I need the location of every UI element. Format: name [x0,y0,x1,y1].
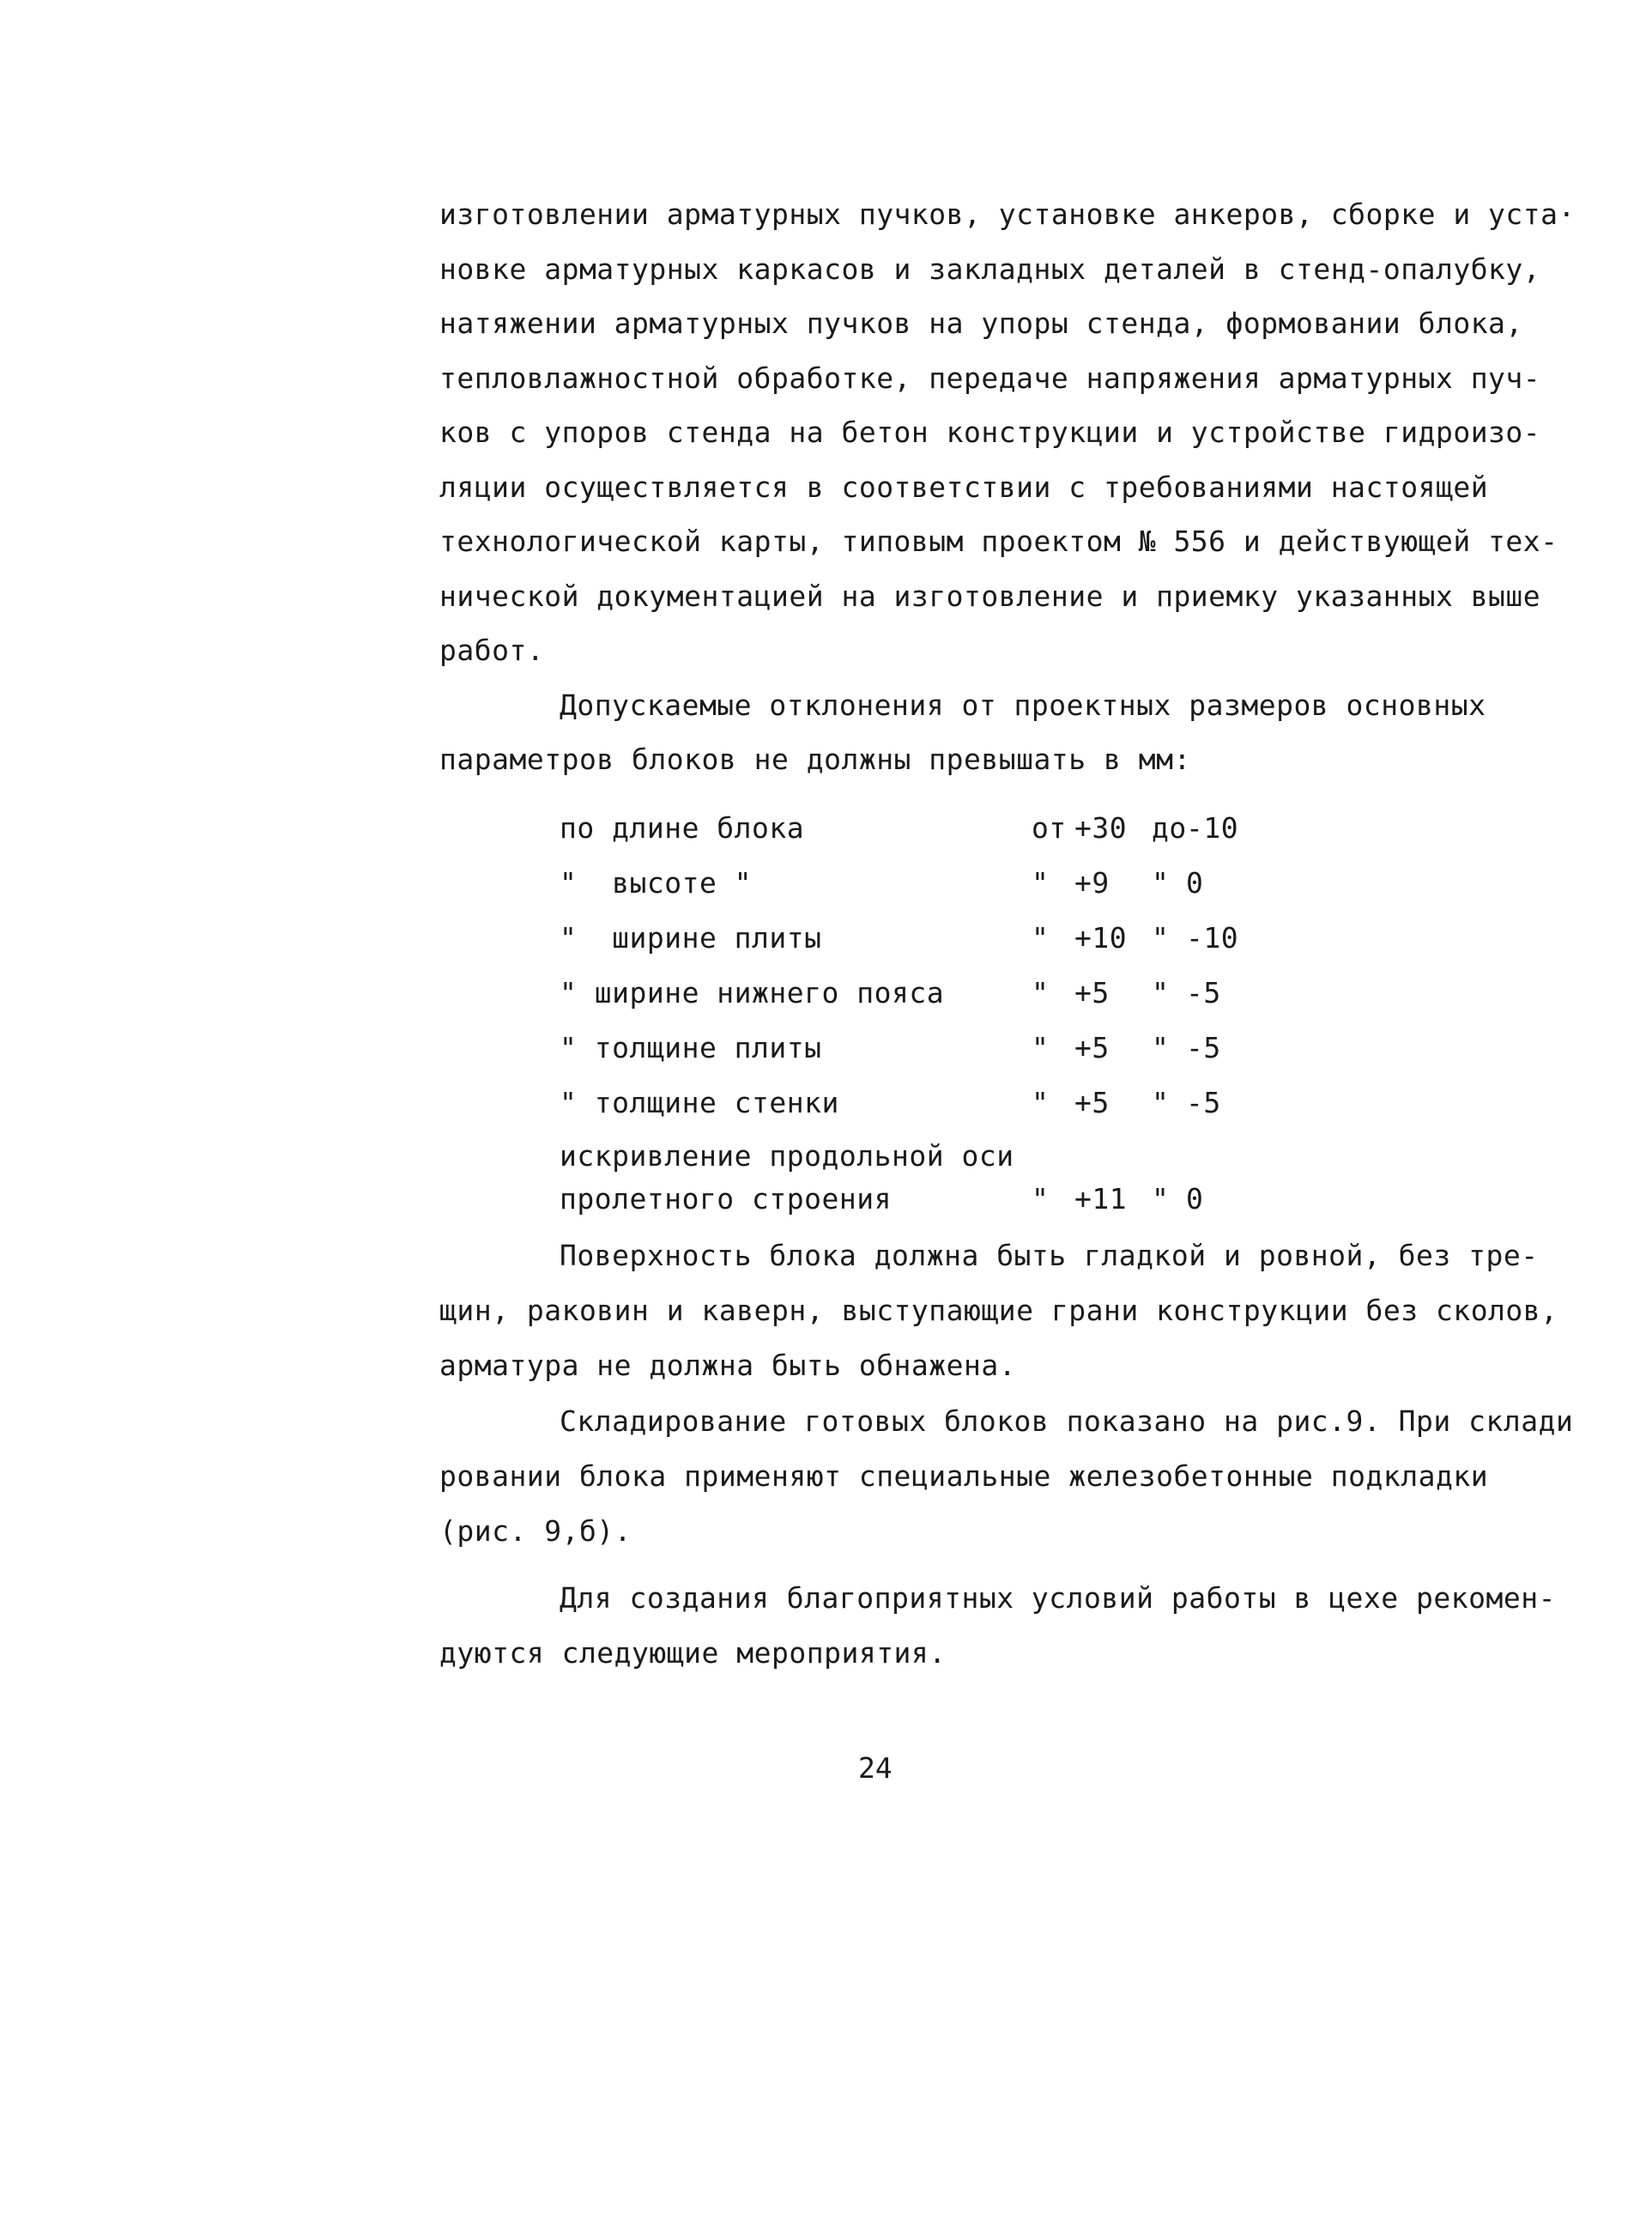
tolerance-lower: 0 [1186,1182,1204,1216]
tolerance-lower: -10 [1186,921,1239,955]
tolerance-upper: +5 [1074,976,1110,1009]
paragraph-2-line-2: параметров блоков не должны превышать в мм: [439,743,1191,776]
tolerance-to: " [1152,921,1170,955]
paragraph-3-line-3: арматура не должна быть обнажена. [439,1349,1017,1382]
tolerance-label: " толщине стенки [560,1086,839,1119]
paragraph-4-line-3: (рис. 9,б). [439,1514,632,1548]
paragraph-4-line-1: Складирование готовых блоков показано на рис.9. При склади [560,1404,1574,1438]
tolerance-lower: -5 [1186,1086,1221,1119]
tolerance-from: " [1032,1031,1050,1064]
tolerance-from: " [1032,1182,1050,1216]
paragraph-1-line-4: тепловлажностной обработке, передаче напряжения арматурных пуч- [439,361,1541,395]
paragraph-5-line-2: дуются следующие мероприятия. [439,1636,947,1670]
tolerance-upper: +10 [1074,921,1128,955]
curvature-label-line-1: искривление продольной оси [560,1139,1014,1173]
tolerance-to: " [1152,866,1170,900]
tolerance-to: " [1152,1086,1170,1119]
tolerance-from: " [1032,866,1050,900]
paragraph-1-line-7: технологической карты, типовым проектом № 556 и действующей тех- [439,524,1558,558]
paragraph-3-line-2: щин, раковин и каверн, выступающие грани конструкции без сколов, [439,1294,1558,1327]
tolerance-lower: -10 [1186,811,1239,845]
paragraph-3-line-1: Поверхность блока должна быть гладкой и ровной, без тре- [560,1239,1539,1272]
paragraph-1-line-9: работ. [439,634,545,667]
tolerance-from: " [1032,921,1050,955]
paragraph-1-line-6: ляции осуществляется в соответствии с требованиями настоящей [439,470,1489,504]
paragraph-4-line-2: ровании блока применяют специальные железобетонные подкладки [439,1459,1489,1493]
tolerance-label: по длине блока [560,811,805,845]
tolerance-upper: +11 [1074,1182,1128,1216]
tolerance-lower: 0 [1186,866,1204,900]
tolerance-from: " [1032,976,1050,1009]
paragraph-2-line-1: Допускаемые отклонения от проектных размеров основных [560,688,1486,722]
tolerance-lower: -5 [1186,1031,1221,1064]
paragraph-1-line-8: нической документацией на изготовление и приемку указанных выше [439,579,1541,613]
tolerance-upper: +5 [1074,1086,1110,1119]
paragraph-5-line-1: Для создания благоприятных условий работы в цехе рекомен- [560,1581,1556,1615]
tolerance-upper: +30 [1074,811,1128,845]
tolerance-lower: -5 [1186,976,1221,1009]
tolerance-to: " [1152,1031,1170,1064]
paragraph-1-line-3: натяжении арматурных пучков на упоры стенда, формовании блока, [439,306,1523,340]
tolerance-upper: +5 [1074,1031,1110,1064]
tolerance-label: " ширине нижнего пояса [560,976,945,1009]
tolerance-to: " [1152,976,1170,1009]
tolerance-label: " толщине плиты [560,1031,822,1064]
paragraph-1-line-1: изготовлении арматурных пучков, установке анкеров, сборке и уста· [439,197,1576,231]
tolerance-to: до [1152,811,1187,845]
tolerance-upper: +9 [1074,866,1110,900]
paragraph-1-line-5: ков с упоров стенда на бетон конструкции и устройстве гидроизо- [439,415,1541,449]
curvature-label-line-2: пролетного строения [560,1182,892,1216]
tolerance-label: " ширине плиты [560,921,822,955]
tolerance-to: " [1152,1182,1170,1216]
paragraph-1-line-2: новке арматурных каркасов и закладных деталей в стенд-опалубку, [439,252,1541,286]
tolerance-from: от [1032,811,1067,845]
tolerance-from: " [1032,1086,1050,1119]
tolerance-label: " высоте " [560,866,753,900]
page-number: 24 [858,1751,893,1785]
